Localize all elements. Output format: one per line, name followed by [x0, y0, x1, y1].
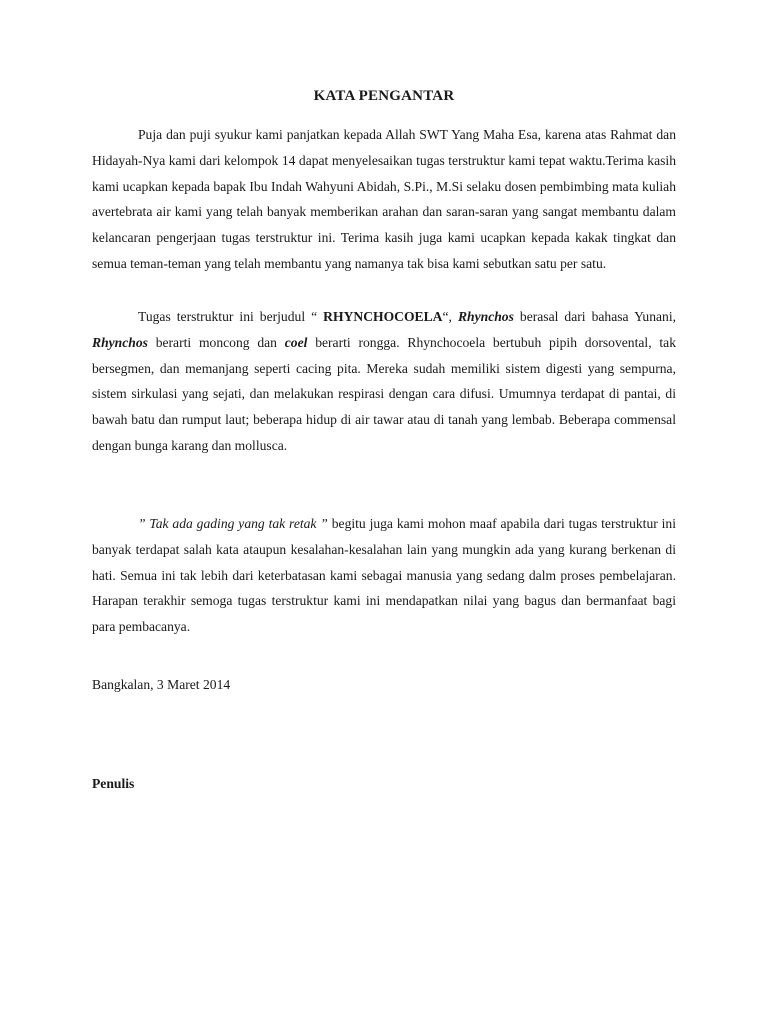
- paragraph-gratitude: Puja dan puji syukur kami panjatkan kepada Allah SWT Yang Maha Esa, karena atas Rahmat dan Hidayah-Nya kami dari kelompok 14 dapat menyelesaikan tugas terstruktur kami tepat waktu.Terima kasih kami ucapkan kepada bapak Ibu Indah Wahyuni Abidah, S.Pi., M.Si selaku dosen pembimbing mata kuliah avertebrata air kami yang telah banyak memberikan arahan dan saran-saran yang sangat membantu dalam kelancaran pengerjaan tugas terstruktur ini. Terima kasih juga kami ucapkan kepada kakak tingkat dan semua teman-teman yang telah membantu yang namanya tak bisa kami sebutkan satu per satu.: [92, 127, 676, 271]
- paragraph-topic-text: berarti rongga. Rhynchocoela bertubuh pipih dorsovental, tak bersegmen, dan memanjang seperti cacing pita. Mereka sudah memiliki sistem digesti yang sempurna, sistem sirkulasi yang sejati, dan melakukan respirasi dengan cara difusi. Umumnya terdapat di pantai, di bawah batu dan rumput laut; beberapa hidup di air tawar atau di tanah yang lembab. Beberapa commensal dengan bunga karang dan mollusca.: [92, 334, 676, 453]
- paragraph-topic-text: berarti moncong dan: [147, 334, 285, 350]
- paragraph-topic-text: Tugas terstruktur ini berjudul “: [138, 309, 324, 324]
- term-rhynchos: Rhynchos: [457, 309, 514, 324]
- paragraph-topic-text: berasal dari bahasa Yunani,: [513, 309, 676, 324]
- document-title: KATA PENGANTAR: [313, 88, 455, 104]
- term-coel: coel: [284, 334, 308, 350]
- signer-label: Penulis: [92, 776, 135, 791]
- paragraph-apology: [92, 511, 676, 640]
- paragraph-topic-text: “,: [442, 309, 458, 324]
- date-line: Bangkalan, 3 Maret 2014: [92, 677, 231, 692]
- paragraph-apology-text: begitu juga kami mohon maaf apabila dari tugas terstruktur ini banyak terdapat salah kata ataupun kesalahan-kesalahan lain yang mungkin ada yang kurang berkenan di hati. Semua ini tak lebih dari keterbatasan kami sebagai manusia yang sedang dalm proses pembelajaran. Harapan terakhir semoga tugas terstruktur kami ini mendapatkan nilai yang bagus dan bermanfaat bagi para pembacanya.: [92, 516, 676, 635]
- topic-title: RHYNCHOCOELA: [323, 309, 443, 324]
- paragraph-topic: [92, 304, 676, 459]
- proverb-quote: ” Tak ada gading yang tak retak ”: [138, 516, 328, 531]
- term-rhynchos: Rhynchos: [92, 334, 148, 350]
